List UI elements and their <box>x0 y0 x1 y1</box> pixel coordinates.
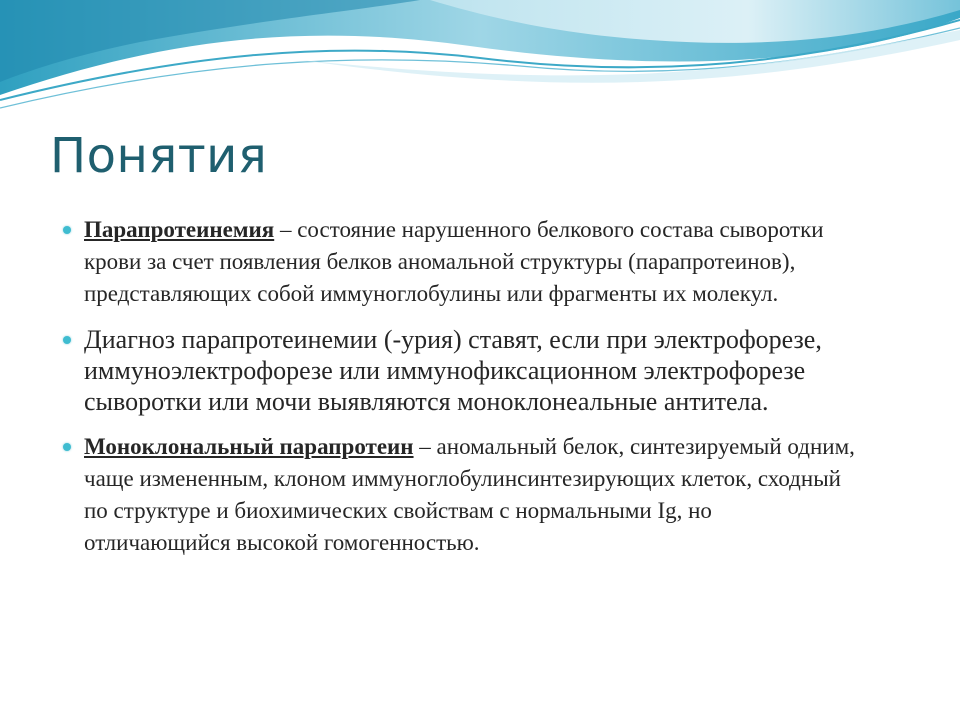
slide-title: Понятия <box>50 128 268 184</box>
bullet-list <box>60 214 860 559</box>
bullet-item <box>60 324 860 417</box>
bullet-dot-icon <box>63 226 71 234</box>
bullet-item <box>60 214 860 310</box>
bullet-text: – состояние нарушенного белкового состава сыворотки крови за счет появления белков аномальной структуры (парапротеинов), представляющих собой иммуноглобулины или фрагменты их молекул. <box>84 217 824 306</box>
bullet-item <box>60 431 860 559</box>
term-paraproteinemia: Парапротеинемия <box>84 217 275 242</box>
bullet-text: Диагноз парапротеинемии (-урия) ставят, если при электрофорезе, иммуноэлектрофорезе или иммунофиксационном электрофорезе сыворотки или мочи выявляются моноклонеальные антитела. <box>84 325 822 416</box>
bullet-dot-icon <box>63 443 71 451</box>
bullet-dot-icon <box>63 336 71 344</box>
bullet-text: – аномальный белок, синтезируемый одним, чаще измененным, клоном иммуноглобулинсинтезирующих клеток, сходный по структуре и биохимических свойствам с нормальными Ig, но отличающийся высокой гомогенностью. <box>84 434 855 555</box>
wave-header-decoration <box>0 0 960 130</box>
term-monoclonal-paraprotein: Моноклональный парапротеин <box>84 434 414 459</box>
